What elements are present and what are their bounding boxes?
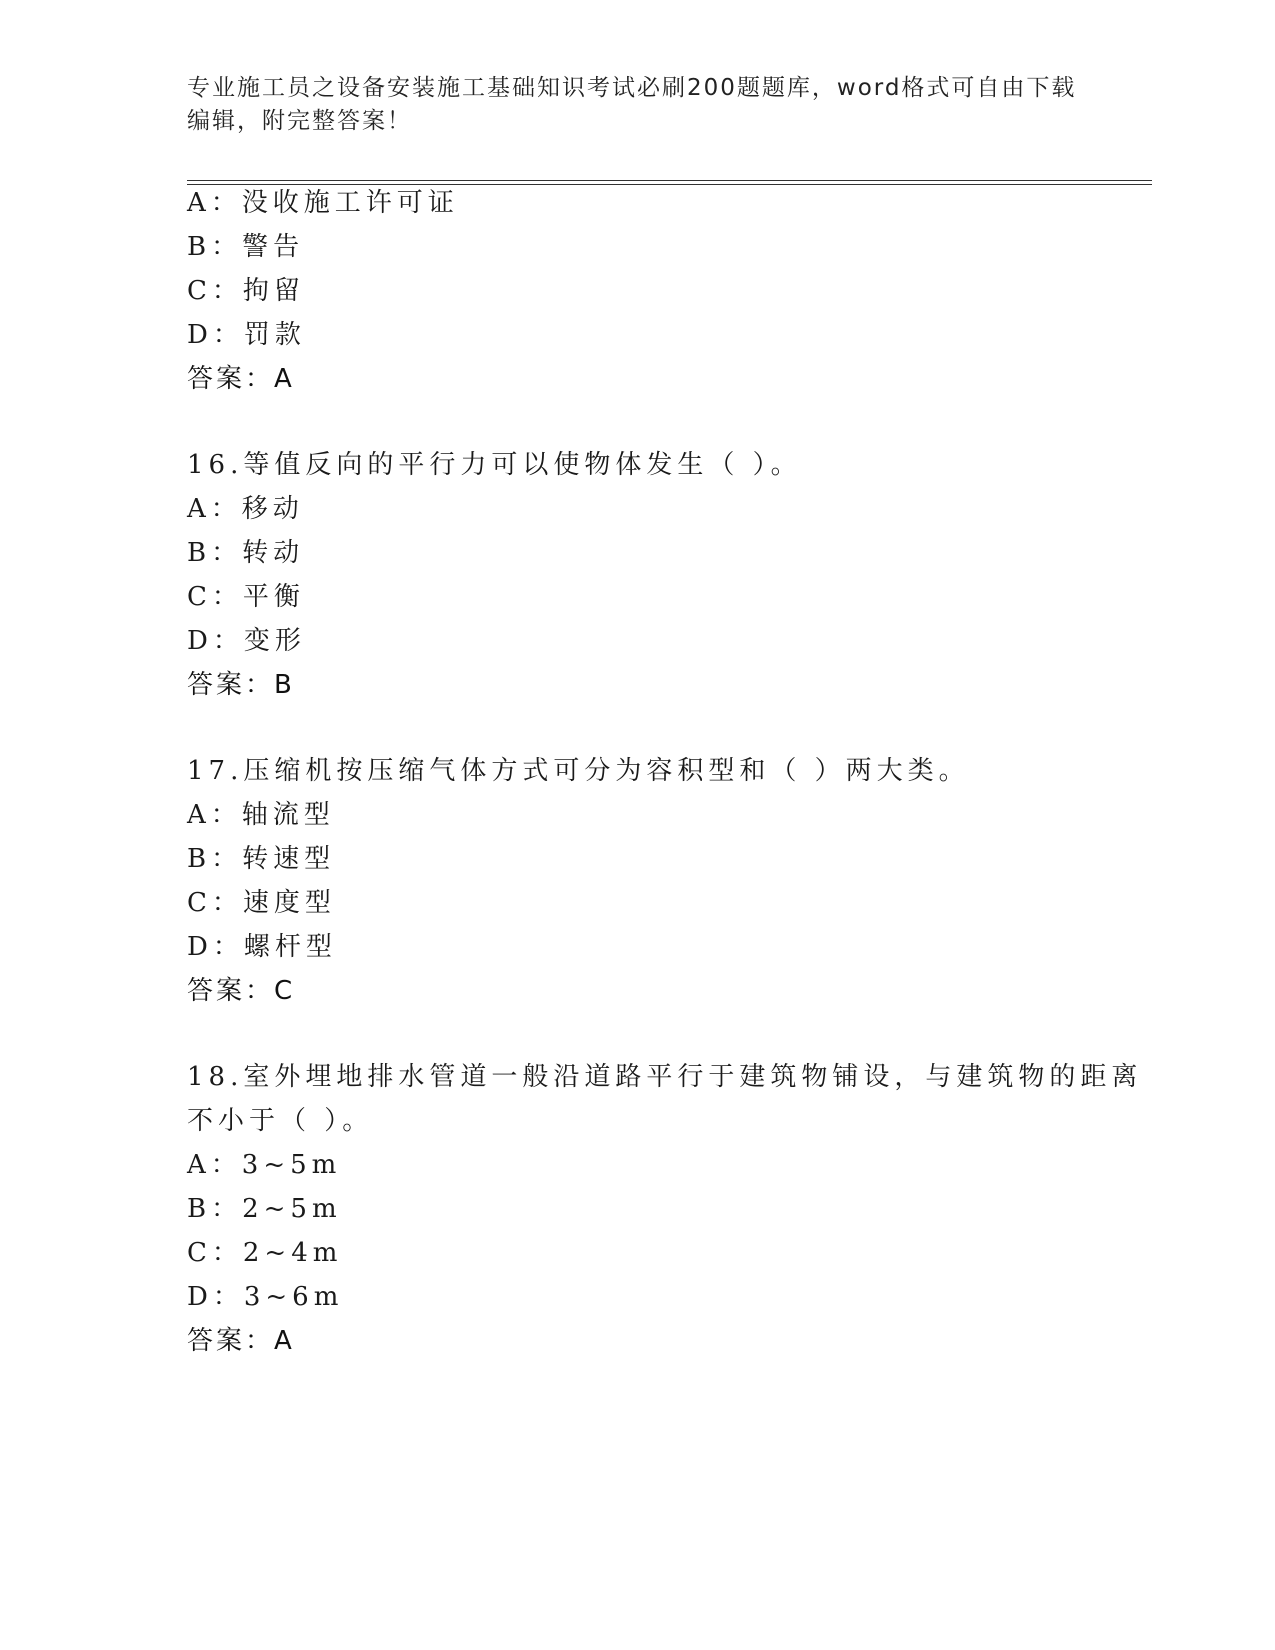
q16-option-b: B：转动 (187, 538, 305, 568)
q18-answer: 答案：A (187, 1326, 295, 1356)
q18-stem-line-1: 18.室外埋地排水管道一般沿道路平行于建筑物铺设，与建筑物的距离 (187, 1062, 1143, 1092)
q16-option-a: A：移动 (187, 494, 304, 524)
header-title-line-2: 编辑，附完整答案！ (187, 108, 412, 134)
q18-option-b: B：2~5m (187, 1194, 342, 1224)
q17-option-b: B：转速型 (187, 844, 336, 874)
q16-option-d: D：变形 (187, 626, 306, 656)
q17-answer: 答案：C (187, 976, 296, 1006)
q18-option-d: D：3~6m (187, 1282, 344, 1312)
q17-stem: 17.压缩机按压缩气体方式可分为容积型和（ ）两大类。 (187, 756, 970, 786)
q16-stem: 16.等值反向的平行力可以使物体发生（ ）。 (187, 450, 802, 480)
q17-option-c: C：速度型 (187, 888, 336, 918)
q15-answer: 答案：A (187, 364, 295, 394)
q17-option-a: A：轴流型 (187, 800, 335, 830)
q15-option-a: A：没收施工许可证 (187, 188, 459, 218)
document-header (187, 72, 1087, 138)
q16-answer: 答案：B (187, 670, 295, 700)
q18-option-a: A：3~5m (187, 1150, 342, 1180)
q16-option-c: C：平衡 (187, 582, 305, 612)
q15-option-d: D：罚款 (187, 320, 306, 350)
q18-option-c: C：2~4m (187, 1238, 343, 1268)
header-divider-top (187, 180, 1152, 181)
q17-option-d: D：螺杆型 (187, 932, 337, 962)
header-title-line-1: 专业施工员之设备安装施工基础知识考试必刷200题题库，word格式可自由下载 (187, 75, 1077, 101)
header-divider-bottom (187, 184, 1152, 185)
q18-stem-line-2: 不小于（ ）。 (187, 1106, 374, 1136)
q15-option-c: C：拘留 (187, 276, 305, 306)
q15-option-b: B：警告 (187, 232, 305, 262)
